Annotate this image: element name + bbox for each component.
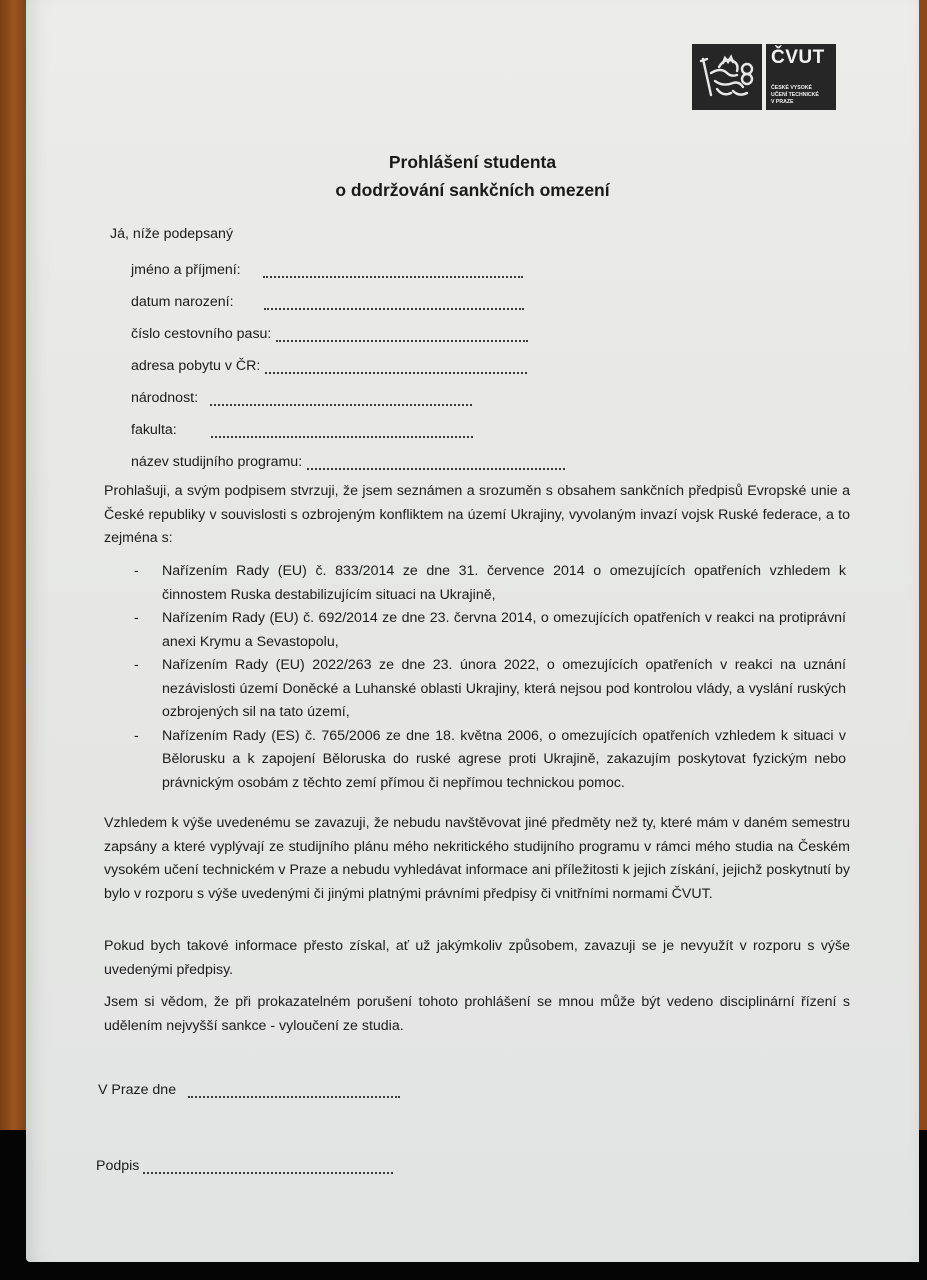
commitment-paragraph: Vzhledem k výše uvedenému se zavazuji, že nebudu navštěvovat jiné předměty než ty, které mám v daném semestru zapsány a které vyplývají ze studijního plánu mého nekritického studijního programu v rámci mého studia na Českém vysokém učení technickém v Praze a nebudu vyhledávat informace ani příležitosti k jejich získání, jejichž poskytnutí by bylo v rozporu s výše uvedenými či jinými platnými právními předpisy či vnitřními normami ČVUT. [104, 815, 850, 902]
title-line-2: o dodržování sankčních omezení [335, 180, 610, 200]
logo-wordmark [766, 44, 836, 110]
field-name [131, 258, 523, 278]
lion-emblem-icon [692, 44, 762, 110]
field-birth-date [131, 290, 524, 310]
regulations-list [134, 560, 846, 795]
cvut-logo [692, 44, 836, 110]
field-label: číslo cestovního pasu: [131, 326, 272, 342]
regulation-item [134, 654, 846, 725]
logo-sub-line: ČESKÉ VYSOKÉ [771, 85, 812, 91]
field-label: adresa pobytu v ČR: [131, 358, 261, 374]
dash-bullet: - [134, 610, 139, 626]
passport-input-line[interactable] [276, 328, 528, 342]
field-address [131, 354, 527, 374]
birth-date-input-line[interactable] [264, 296, 524, 310]
field-label: název studijního programu: [131, 454, 303, 470]
name-input-line[interactable] [263, 264, 523, 278]
dash-bullet: - [134, 657, 139, 673]
document-page [26, 0, 919, 1262]
regulation-text: Nařízením Rady (EU) č. 833/2014 ze dne 31. července 2014 o omezujících opatřeních vzhledem k činnostem Ruska destabilizujícím situaci na Ukrajině, [162, 563, 846, 603]
signature-input-line[interactable] [143, 1160, 393, 1174]
dash-bullet: - [134, 563, 139, 579]
field-faculty [131, 418, 473, 438]
signature-line [96, 1158, 393, 1174]
logo-word: ČVUT [771, 47, 825, 68]
nationality-input-line[interactable] [210, 392, 472, 406]
intro-text: Já, níže podepsaný [110, 226, 234, 242]
regulation-item [134, 607, 846, 654]
regulation-text: Nařízením Rady (EU) 2022/263 ze dne 23. února 2022, o omezujících opatřeních v reakci na uznání nezávislosti území Doněcké a Luhanské oblasti Ukrajiny, která nejsou pod kontrolou vlády, a vyslání ruských ozbrojených sil na tato území, [162, 657, 846, 720]
field-nationality [131, 386, 472, 406]
field-label: národnost: [131, 390, 199, 406]
place-date-line [98, 1082, 400, 1098]
field-study-program [131, 450, 565, 470]
logo-subtitle [771, 85, 831, 106]
regulation-item [134, 725, 846, 796]
address-input-line[interactable] [265, 360, 527, 374]
disciplinary-paragraph: Jsem si vědom, že při prokazatelném porušení tohoto prohlášení se mnou může být vedeno disciplinární řízení s udělením nejvyšší sankce - vyloučení ze studia. [104, 994, 850, 1034]
title-line-1: Prohlášení studenta [388, 152, 557, 172]
dash-bullet: - [134, 727, 139, 744]
field-label: jméno a příjmení: [131, 262, 241, 278]
regulation-item [134, 560, 846, 607]
document-title [26, 148, 919, 204]
regulation-text: Nařízením Rady (EU) č. 692/2014 ze dne 23. června 2014, o omezujících opatřeních v reakci na protiprávní anexi Krymu a Sevastopolu, [162, 610, 846, 650]
field-label: fakulta: [131, 422, 177, 438]
place-date-label: V Praze dne [98, 1082, 177, 1098]
study-program-input-line[interactable] [307, 456, 565, 470]
date-input-line[interactable] [188, 1084, 400, 1098]
field-passport [131, 322, 528, 342]
declaration-paragraph: Prohlašuji, a svým podpisem stvrzuji, že jsem seznámen a srozuměn s obsahem sankčních předpisů Evropské unie a České republiky v souvislosti s ozbrojeným konfliktem na území Ukrajiny, vyvolaným invazí vojsk Ruské federace, a to zejména s: [104, 483, 850, 546]
logo-sub-line: V PRAZE [771, 99, 794, 105]
logo-sub-line: UČENÍ TECHNICKÉ [771, 92, 819, 98]
regulation-text: Nařízením Rady (ES) č. 765/2006 ze dne 18. května 2006, o omezujících opatřeních vzhledem k situaci v Bělorusku a k zapojení Běloruska do ruské agrese proti Ukrajině, zakazujím poskytovat fyzickým nebo právnickým osobám z těchto zemí přímou či nepřímou technickou pomoc. [162, 727, 846, 791]
information-paragraph: Pokud bych takové informace přesto získal, ať už jakýmkoliv způsobem, zavazuji se je nevyužít v rozporu s výše uvedenými předpisy. [104, 938, 850, 978]
field-label: datum narození: [131, 294, 234, 310]
faculty-input-line[interactable] [211, 424, 473, 438]
signature-label: Podpis [96, 1158, 140, 1174]
